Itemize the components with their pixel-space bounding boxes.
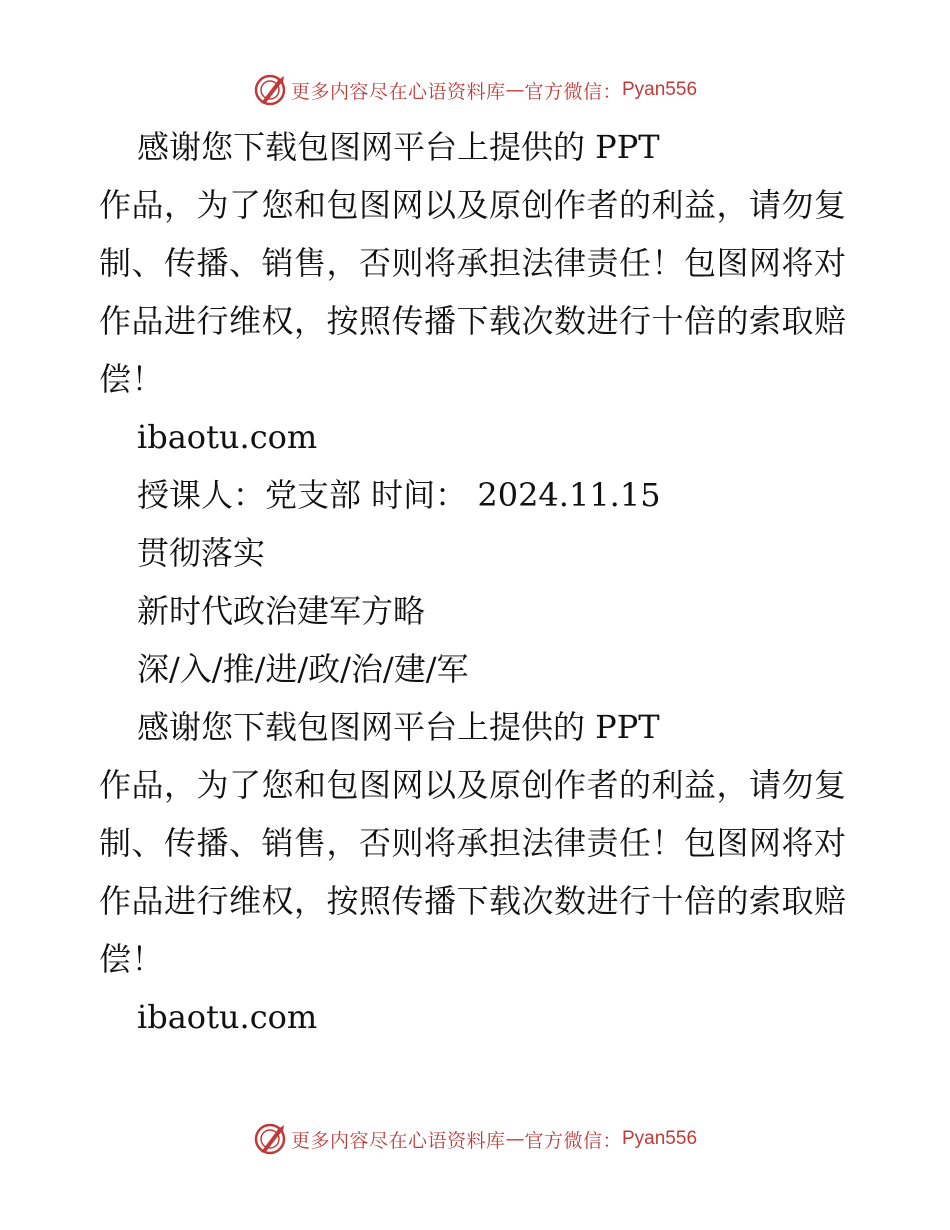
header-banner-text: 更多内容尽在心语资料库	[290, 80, 506, 103]
notice-paragraph-2	[99, 756, 859, 988]
header-banner-label: 官方微信：	[524, 80, 622, 103]
header-banner	[0, 70, 950, 110]
site-url-2: ibaotu.com	[137, 998, 318, 1036]
slogan-line: 深/入/推/进/政/治/建/军	[137, 650, 469, 688]
lecturer-line: 授课人：党支部 时间： 2024.11.15	[137, 476, 661, 514]
notice-paragraph-1-text: 作品，为了您和包图网以及原创作者的利益，请勿复制、传播、销售，否则将承担法律责任！包图网将对作品进行维权，按照传播下载次数进行十倍的索取赔偿！	[99, 186, 847, 398]
footer-banner	[0, 1119, 950, 1159]
notice-paragraph-1	[99, 176, 859, 408]
footer-banner-handle: Pyan556	[622, 1128, 698, 1149]
notice-line-2: 感谢您下载包图网平台上提供的 PPT	[137, 708, 660, 746]
pen-nib-logo-icon	[253, 73, 287, 107]
footer-banner-separator: —	[505, 1128, 525, 1150]
document-body	[99, 118, 859, 1046]
title-line-1: 贯彻落实	[137, 534, 266, 572]
footer-banner-text: 更多内容尽在心语资料库	[290, 1129, 506, 1152]
notice-line-1: 感谢您下载包图网平台上提供的 PPT	[137, 128, 660, 166]
pen-nib-logo-icon	[253, 1122, 287, 1156]
notice-paragraph-2-text: 作品，为了您和包图网以及原创作者的利益，请勿复制、传播、销售，否则将承担法律责任！包图网将对作品进行维权，按照传播下载次数进行十倍的索取赔偿！	[99, 766, 847, 978]
title-line-2: 新时代政治建军方略	[137, 592, 426, 630]
site-url-1: ibaotu.com	[137, 418, 318, 456]
header-banner-separator: —	[505, 79, 525, 101]
header-banner-handle: Pyan556	[622, 79, 698, 100]
footer-banner-label: 官方微信：	[524, 1129, 622, 1152]
